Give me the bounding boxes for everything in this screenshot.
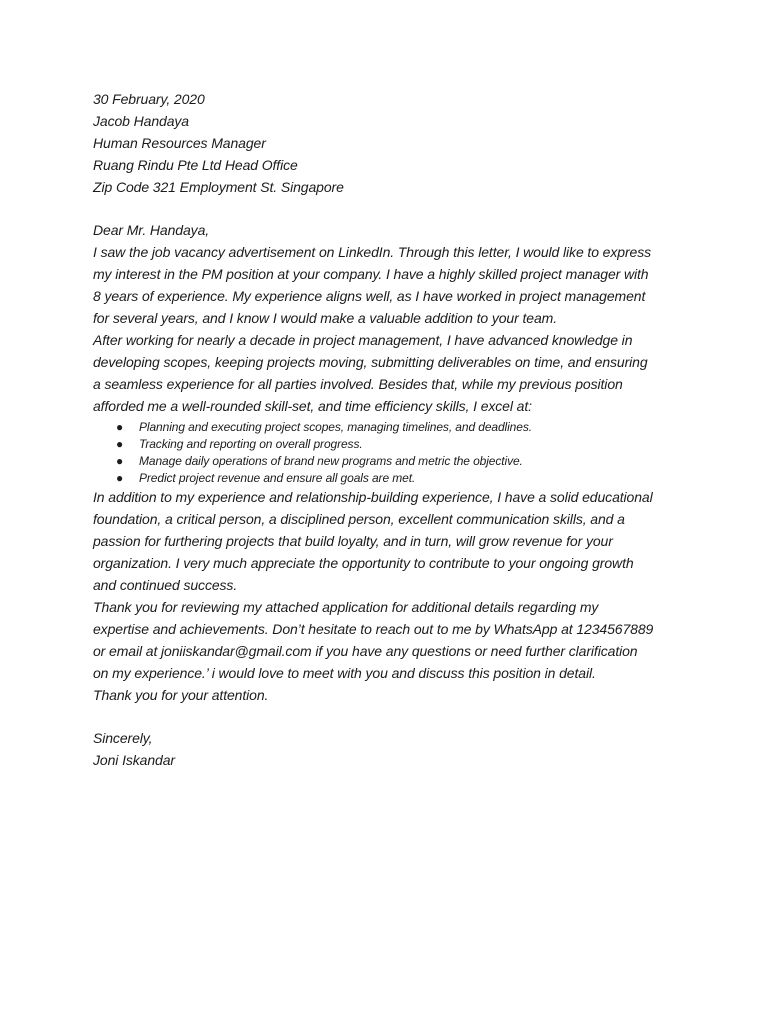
recipient-company: Ruang Rindu Pte Ltd Head Office xyxy=(93,156,298,173)
paragraph-line: Thank you for reviewing my attached application for additional details regarding my xyxy=(93,598,599,615)
paragraph-line: organization. I very much appreciate the opportunity to contribute to your ongoing growth xyxy=(93,555,634,572)
list-item-text: Planning and executing project scopes, managing timelines, and deadlines. xyxy=(139,419,532,434)
paragraph-education xyxy=(93,487,683,597)
paragraph-line: 8 years of experience. My experience aligns well, as I have worked in project management xyxy=(93,288,646,305)
paragraph-line: I saw the job vacancy advertisement on LinkedIn. Through this letter, I would like to express xyxy=(93,244,652,261)
bullet-icon: ● xyxy=(116,453,124,468)
paragraph-experience xyxy=(93,330,683,418)
paragraph-line: for several years, and I know I would make a valuable addition to your team. xyxy=(93,310,557,327)
paragraph-contact xyxy=(93,597,683,707)
salutation: Dear Mr. Handaya, xyxy=(93,222,210,239)
paragraph-line: passion for furthering projects that build loyalty, and in turn, will grow revenue for your xyxy=(93,533,613,550)
letter-date: 30 February, 2020 xyxy=(93,91,205,107)
paragraph-line: and continued success. xyxy=(93,577,238,594)
list-item xyxy=(93,470,683,487)
list-item-text: Manage daily operations of brand new programs and metric the objective. xyxy=(139,453,523,468)
blank-line xyxy=(93,706,683,728)
recipient-title: Human Resources Manager xyxy=(93,134,266,151)
blank-line xyxy=(93,199,683,221)
paragraph-line: After working for nearly a decade in project management, I have advanced knowledge in xyxy=(93,331,633,348)
paragraph-line: afforded me a well-rounded skill-set, and time efficiency skills, I excel at: xyxy=(93,397,532,414)
list-item-text: Tracking and reporting on overall progress. xyxy=(139,436,363,451)
paragraph-intro xyxy=(93,242,683,330)
paragraph-line: Thank you for your attention. xyxy=(93,686,269,703)
list-item xyxy=(93,453,683,470)
paragraph-line: or email at joniiskandar@gmail.com if you have any questions or need further clarification xyxy=(93,642,638,659)
list-item xyxy=(93,436,683,453)
paragraph-line: expertise and achievements. Don’t hesitate to reach out to me by WhatsApp at 1234567889 xyxy=(93,620,654,637)
cover-letter xyxy=(93,89,683,772)
list-item xyxy=(93,419,683,436)
recipient-name: Jacob Handaya xyxy=(93,112,189,129)
valediction: Sincerely, xyxy=(93,730,153,747)
list-item-text: Predict project revenue and ensure all goals are met. xyxy=(139,471,416,486)
recipient-address: Zip Code 321 Employment St. Singapore xyxy=(93,178,344,195)
closing-block xyxy=(93,728,683,772)
bullet-icon: ● xyxy=(116,419,124,434)
paragraph-line: developing scopes, keeping projects moving, submitting deliverables on time, and ensuring xyxy=(93,353,648,370)
signature-name: Joni Iskandar xyxy=(93,752,175,769)
bullet-icon: ● xyxy=(116,436,124,451)
paragraph-line: on my experience.’ i would love to meet with you and discuss this position in detail. xyxy=(93,664,596,681)
bullet-icon: ● xyxy=(116,471,124,486)
recipient-block xyxy=(93,89,683,199)
paragraph-line: a seamless experience for all parties involved. Besides that, while my previous position xyxy=(93,375,623,392)
paragraph-line: In addition to my experience and relationship-building experience, I have a solid educational xyxy=(93,489,653,506)
paragraph-line: my interest in the PM position at your company. I have a highly skilled project manager with xyxy=(93,266,649,283)
skills-list xyxy=(93,419,683,488)
paragraph-line: foundation, a critical person, a disciplined person, excellent communication skills, and a xyxy=(93,511,625,528)
